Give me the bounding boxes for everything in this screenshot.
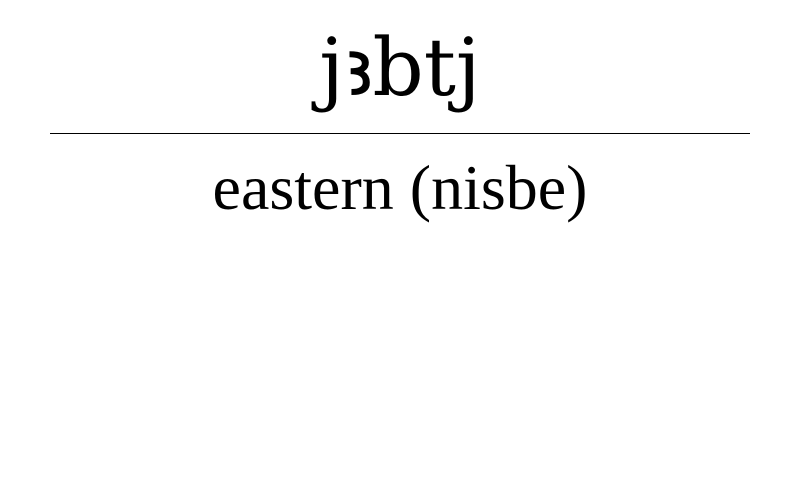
divider-line (50, 133, 750, 134)
headword: jꜣbtj (319, 21, 481, 114)
gloss: eastern (nisbe) (212, 152, 588, 223)
